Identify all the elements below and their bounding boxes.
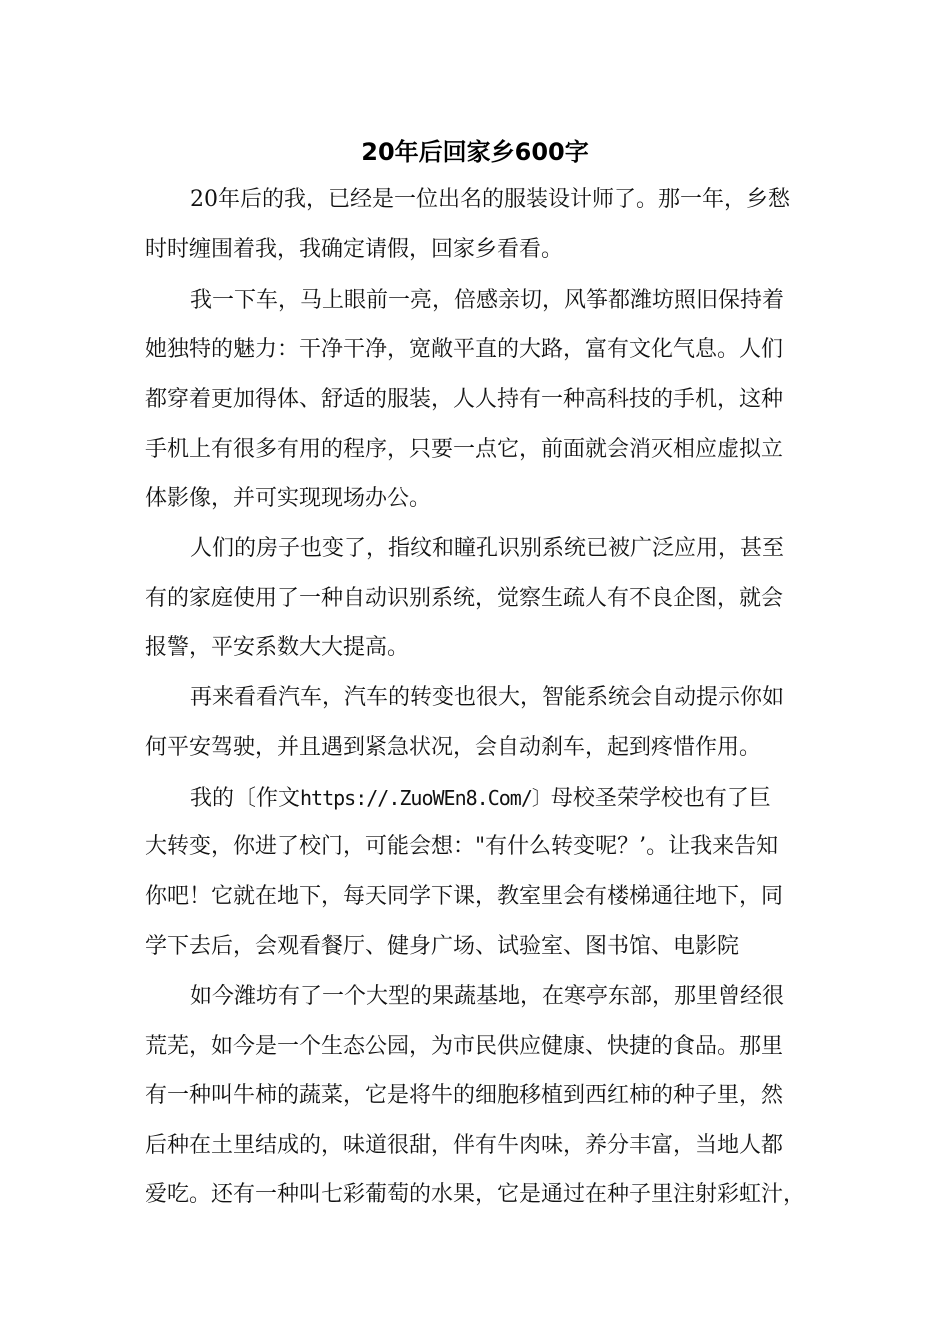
paragraph-line: 大转变，你进了校门，可能会想："有什么转变呢？’。让我来告知: [145, 834, 779, 859]
line-prefix: 我的〔作文: [190, 786, 301, 811]
paragraph-line: 都穿着更加得体、舒适的服装，人人持有一种高科技的手机，这种: [145, 387, 784, 412]
paragraph-line: 学下去后，会观看餐厅、健身广场、试验室、图书馆、电影院: [145, 934, 740, 959]
paragraph-line: 有一种叫牛柿的蔬菜，它是将牛的细胞移植到西红柿的种子里，然: [145, 1083, 784, 1108]
paragraph-line: 你吧！它就在地下，每天同学下课，教室里会有楼梯通往地下，同: [145, 884, 784, 909]
paragraph-line: 时时缠围着我，我确定请假，回家乡看看。: [145, 237, 564, 262]
paragraph-line-with-link: [190, 780, 815, 816]
paragraph-line: 体影像，并可实现现场办公。: [145, 486, 432, 511]
paragraph-line: 再来看看汽车，汽车的转变也很大，智能系统会自动提示你如: [190, 685, 785, 710]
paragraph-line: 报警，平安系数大大提高。: [145, 635, 410, 660]
paragraph-line: 如今潍坊有了一个大型的果蔬基地，在寒亭东部，那里曾经很: [190, 984, 785, 1009]
paragraph-line: 后种在土里结成的，味道很甜，伴有牛肉味，养分丰富，当地人都: [145, 1133, 784, 1158]
paragraph-line: 我一下车，马上眼前一亮，倍感亲切，风筝都潍坊照旧保持着: [190, 288, 785, 313]
paragraph-line: 手机上有很多有用的程序，只要一点它，前面就会消灭相应虚拟立: [145, 437, 784, 462]
paragraph-line: 何平安驾驶，并且遇到紧急状况，会自动刹车，起到疼惜作用。: [145, 735, 762, 760]
page-title: 20年后回家乡600字: [361, 138, 589, 166]
paragraph-line: 有的家庭使用了一种自动识别系统，觉察生疏人有不良企图，就会: [145, 586, 784, 611]
paragraph-line: 她独特的魅力：干净干净，宽敞平直的大路，富有文化气息。人们: [145, 337, 784, 362]
paragraph-line: 荒芜，如今是一个生态公园，为市民供应健康、快捷的食品。那里: [145, 1034, 784, 1059]
line-suffix: 母校圣荣学校也有了巨: [550, 786, 771, 811]
source-url: https://.ZuoWEn8.Com/〕: [300, 786, 551, 810]
paragraph-line: 20年后的我，已经是一位出名的服装设计师了。那一年，乡愁: [190, 187, 790, 212]
paragraph-line: 人们的房子也变了，指纹和瞳孔识别系统已被广泛应用，甚至: [190, 536, 785, 561]
paragraph-line: 爱吃。还有一种叫七彩葡萄的水果，它是通过在种子里注射彩虹汁，: [145, 1182, 806, 1207]
